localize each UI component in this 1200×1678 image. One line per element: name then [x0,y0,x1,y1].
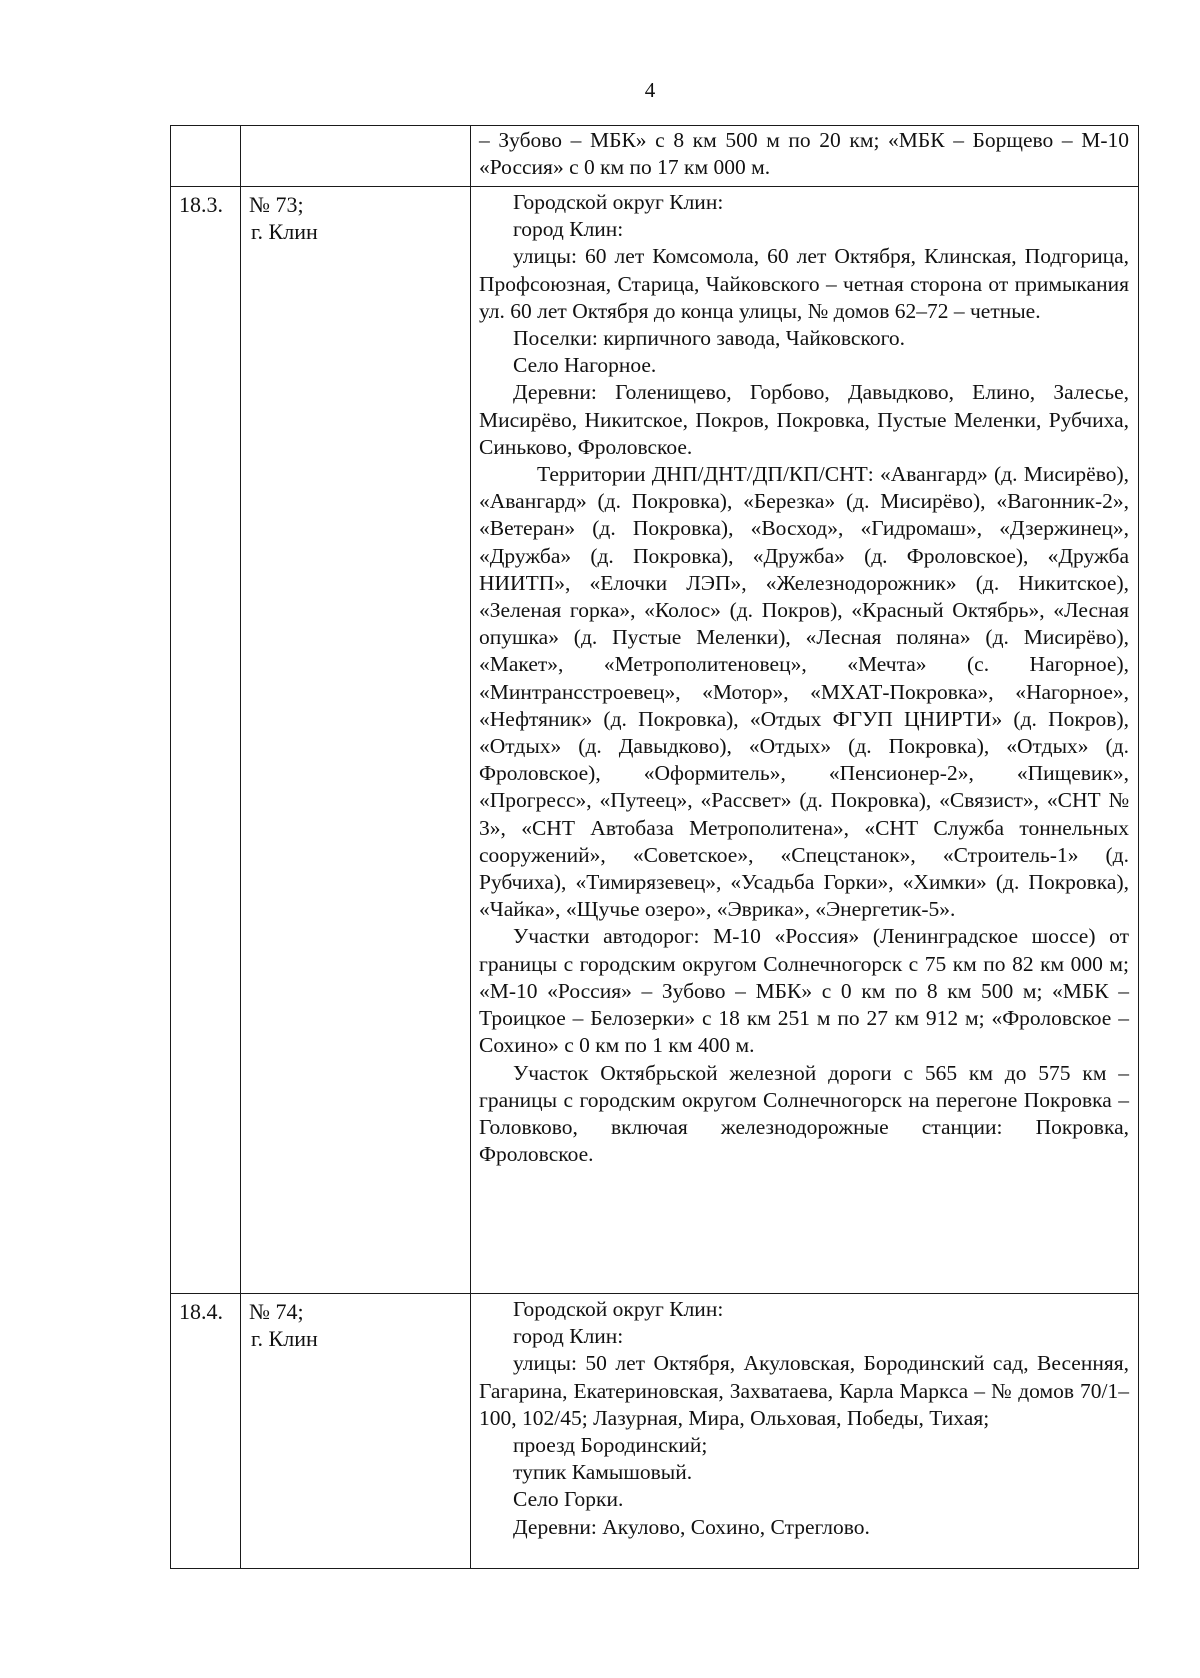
territory-paragraph: проезд Бородинский; [513,1433,708,1458]
territory-cell [471,187,1139,1294]
district-cell [241,126,471,187]
territory-paragraph: улицы: 60 лет Комсомола, 60 лет Октября, Клинская, Подгорица, Профсоюзная, Старица, Чайковского – четная сторона от примыкания ул. 60 лет Октября до конца улицы, № домов 62–72 – четные. [479,244,1129,323]
row-number [171,126,241,187]
district-city: г. Клин [251,219,318,244]
territory-paragraph: – Зубово – МБК» с 8 км 500 м по 20 км; «МБК – Борщево – М-10 «Россия» с 0 км по 17 км 000 м. [479,128,1129,180]
row-number: 18.4. [171,1294,241,1569]
territory-paragraph: Село Нагорное. [513,353,657,378]
territory-paragraph: город Клин: [513,217,624,242]
territory-cell [471,126,1139,187]
territory-cell [471,1294,1139,1569]
row-number: 18.3. [171,187,241,1294]
territory-paragraph: Участки автодорог: М-10 «Россия» (Ленинградское шоссе) от границы с городским округом Солнечногорск с 75 км по 82 км 000 м; «М-10 «Россия» – Зубово – МБК» с 0 км по 8 км 500 м; «МБК – Троицкое – Белозерки» с 18 км 251 м по 27 км 912 м; «Фроловское – Сохино» с 0 км по 1 км 400 м. [479,924,1129,1058]
page-number: 4 [644,78,656,102]
table-row [171,126,1139,187]
territory-paragraph: Городской округ Клин: [513,190,724,214]
district-number: № 74; [249,1299,304,1324]
districts-table [170,125,1139,1569]
territory-paragraph: тупик Камышовый. [513,1460,693,1485]
territory-paragraph: Село Горки. [513,1487,624,1512]
territory-paragraph: Участок Октябрьской железной дороги с 565 км до 575 км – границы с городским округом Солнечногорск на перегоне Покровка – Головково, включая железнодорожные станции: Покровка, Фроловское. [479,1060,1129,1167]
territory-paragraph: город Клин: [513,1324,624,1349]
table-row [171,1294,1139,1569]
district-cell [241,1294,471,1569]
territory-paragraph: Деревни: Голенищево, Горбово, Давыдково, Елино, Залесье, Мисирёво, Никитское, Покров, Покровка, Пустые Меленки, Рубчиха, Синьково, Фроловское. [479,380,1129,459]
territory-paragraph: Территории ДНП/ДНТ/ДП/КП/СНТ: «Авангард» (д. Мисирёво), «Авангард» (д. Покровка), «Березка» (д. Мисирёво), «Вагонник-2», «Ветеран» (д. Покровка), «Восход», «Гидромаш», «Дзержинец», «Дружба» (д. Покровка), «Дружба» (д. Фроловское), «Дружба НИИТП», «Елочки ЛЭП», «Железнодорожник» (д. Никитское), «Зеленая горка», «Колос» (д. Покров), «Красный Октябрь», «Лесная опушка» (д. Пустые Меленки), «Лесная поляна» (д. Мисирёво), «Макет», «Метрополитеновец», «Мечта» (с. Нагорное), «Минтрансстроевец», «Мотор», «МХАТ-Покровка», «Нагорное», «Нефтяник» (д. Покровка), «Отдых ФГУП ЦНИРТИ» (д. Покров), «Отдых» (д. Давыдково), «Отдых» (д. Покровка), «Отдых» (д. Фроловское), «Оформитель», «Пенсионер-2», «Пищевик», «Прогресс», «Путеец», «Рассвет» (д. Покровка), «Связист», «СНТ № 3», «СНТ Автобаза Метрополитена», «СНТ Служба тоннельных сооружений», «Советское», «Спецстанок», «Строитель-1» (д. Рубчиха), «Тимирязевец», «Усадьба Горки», «Химки» (д. Покровка), «Чайка», «Щучье озеро», «Эврика», «Энергетик-5». [479,462,1129,922]
territory-paragraph: Городской округ Клин: [513,1297,724,1321]
territory-paragraph: Деревни: Акулово, Сохино, Стреглово. [513,1514,870,1539]
district-city: г. Клин [251,1326,318,1351]
district-cell [241,187,471,1294]
district-number: № 73; [249,192,304,217]
territory-paragraph: Поселки: кирпичного завода, Чайковского. [513,326,905,351]
territory-paragraph: улицы: 50 лет Октября, Акуловская, Бородинский сад, Весенняя, Гагарина, Екатериновская, Захватаева, Карла Маркса – № домов 70/1–100, 102/45; Лазурная, Мира, Ольховая, Победы, Тихая; [479,1351,1129,1430]
table-row [171,187,1139,1294]
